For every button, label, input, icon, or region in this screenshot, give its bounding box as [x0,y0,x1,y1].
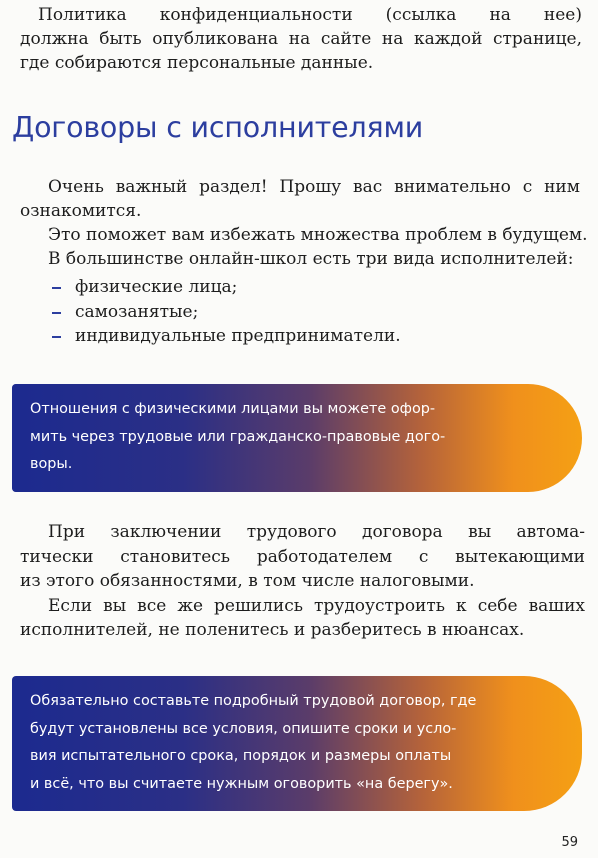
intro-paragraph [20,3,582,75]
text-line: При заключении трудового договора вы автома- [48,522,585,542]
executor-types-list [52,275,401,349]
callout-box [12,676,582,811]
callout-line: Отношения с физическими лицами вы можете офор- [30,401,436,417]
callout-line: мить через трудовые или гражданско-правовые дого- [30,428,446,445]
dash-bullet-icon [52,312,61,314]
callout-line: воры. [30,456,73,472]
dash-bullet-icon [52,336,61,338]
dash-bullet-icon [52,287,61,289]
text-line: тически становитесь работодателем с вытекающими [20,546,585,567]
text-line: где собираются персональные данные. [20,53,374,73]
text-line: Политика конфиденциальности (ссылка на нее) [38,5,582,25]
callout-line: и всё, что вы считаете нужным оговорить «на берегу». [30,775,453,792]
text-line: Это поможет вам избежать множества проблем в будущем. [48,225,588,245]
list-item-text: физические лица; [75,277,238,297]
text-line: из этого обязанностями, в том числе налоговыми. [20,571,475,591]
list-item [52,300,401,325]
paragraph [20,175,588,271]
text-line: В большинстве онлайн-школ есть три вида исполнителей: [48,249,574,269]
text-line: ознакомится. [20,201,142,221]
list-item [52,324,401,349]
callout-box [12,384,582,492]
callout-line: будут установлены все условия, опишите сроки и усло- [30,720,457,737]
paragraph [20,520,585,643]
page-number: 59 [561,835,578,850]
list-item-text: самозанятые; [75,301,199,322]
list-item-text: индивидуальные предприниматели. [75,326,401,346]
text-line: должна быть опубликована на сайте на каждой странице, [20,29,582,49]
text-line: исполнителей, не поленитесь и разберитесь в нюансах. [20,620,525,640]
callout-line: вия испытательного срока, порядок и размеры оплаты [30,748,452,764]
text-line: Если вы все же решились трудоустроить к себе ваших [48,595,585,616]
text-line: Очень важный раздел! Прошу вас внимательно с ним [48,177,580,197]
list-item [52,275,401,300]
section-heading: Договоры с исполнителями [12,111,424,144]
callout-line: Обязательно составьте подробный трудовой договор, где [30,693,477,709]
